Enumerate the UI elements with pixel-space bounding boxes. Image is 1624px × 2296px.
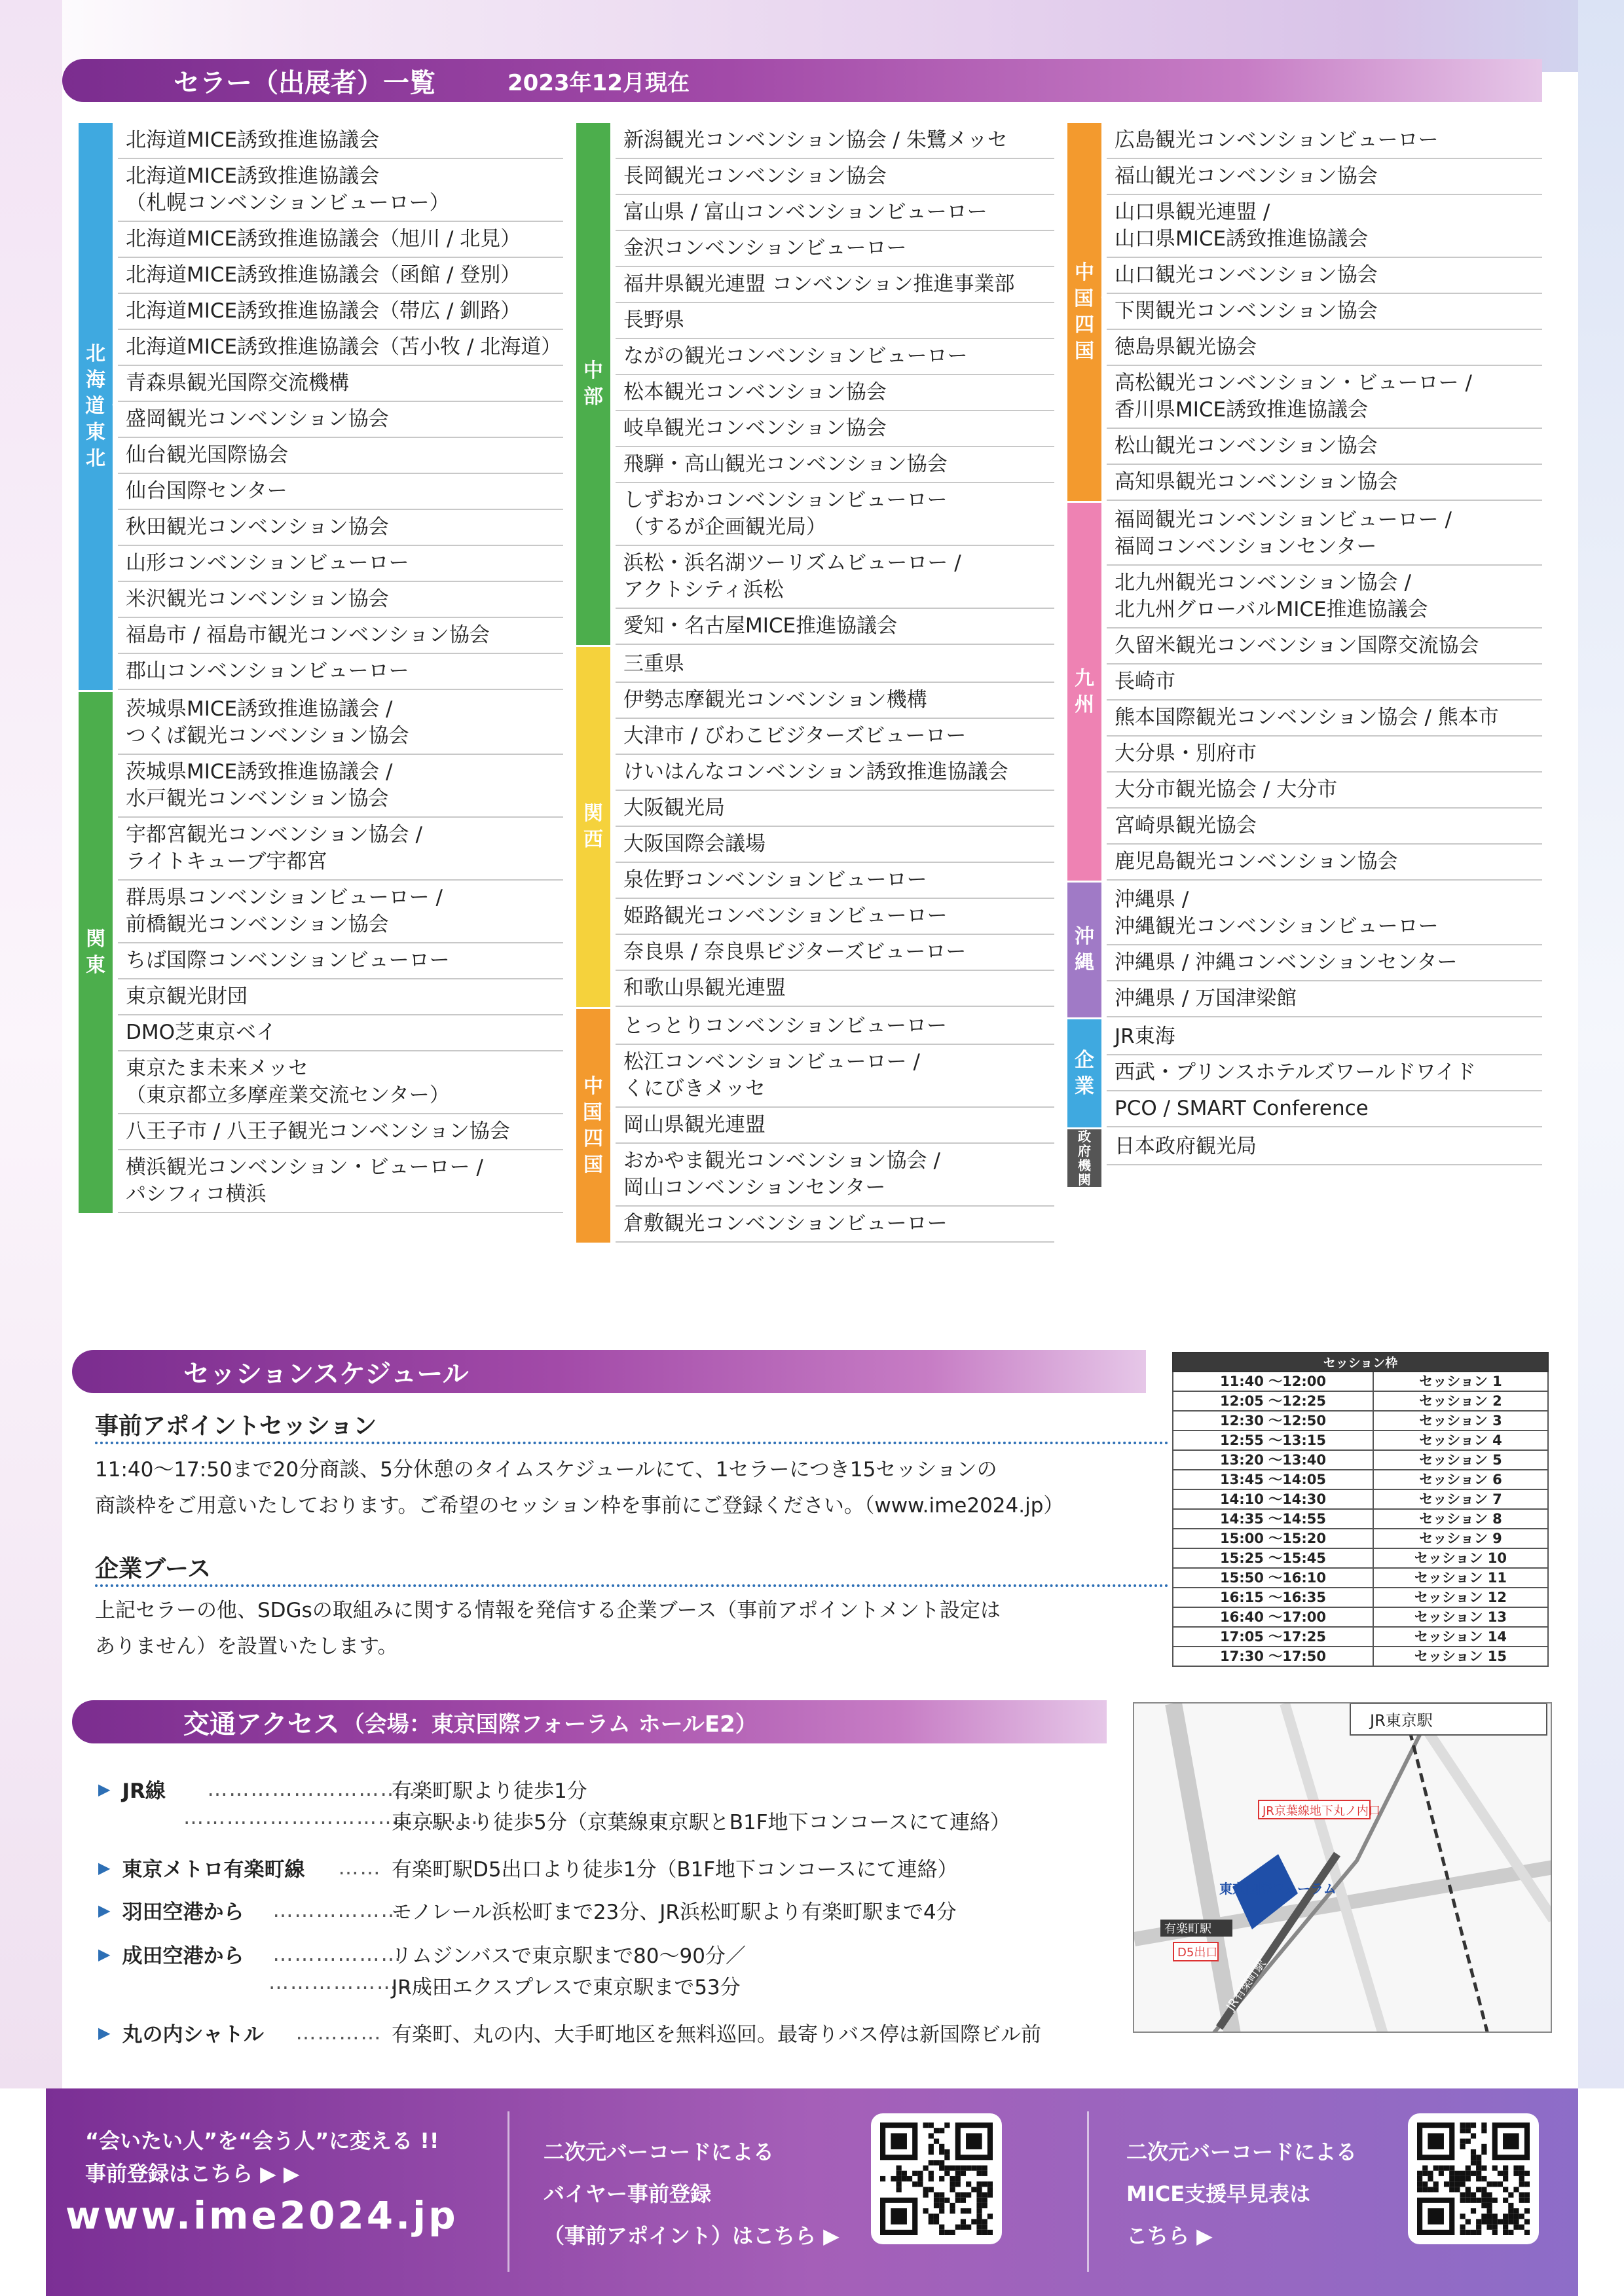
seller-item: 宇都宮観光コンベンション協会 / ライトキューブ宇都宮 [118,818,563,881]
seller-item: 仙台観光国際協会 [118,438,563,474]
access-metro-row [98,1853,381,1882]
appt-title: 事前アポイントセッション [95,1413,377,1440]
map-exit-label: JR京葉線地下丸ノ内口 [1263,1804,1380,1818]
session-row [1173,1647,1548,1666]
seller-item: 西武・プリンスホテルズワールドワイド [1107,1055,1542,1091]
seller-item: 岡山県観光連盟 [616,1108,1054,1144]
access-narita-1: リムジンバスで東京駅まで80～90分／ [392,1944,746,1968]
access-jr-2: 東京駅より徒歩5分（京葉線東京駅とB1F地下コンコースにて連絡） [392,1811,1010,1834]
region-group [1067,1017,1542,1127]
seller-item: 徳島県観光協会 [1107,330,1542,366]
access-narita-row [98,1939,402,1969]
region-label [79,692,113,1213]
seller-item: 郡山コンベンションビューロー [118,654,563,690]
footer-divider [507,2111,509,2272]
seller-item: 山形コンベンションビューロー [118,546,563,582]
seller-item: 伊勢志摩観光コンベンション機構 [616,683,1054,719]
session-name: セッション 7 [1373,1489,1548,1509]
booth-text-2: ありません）を設置いたします。 [95,1635,398,1658]
region-label-text: 企業 [1075,1048,1094,1098]
session-time: 13:45 ～14:05 [1173,1470,1373,1489]
seller-item: 飛騨・高山観光コンベンション協会 [616,447,1054,483]
divider [95,1442,1169,1444]
left-decoration [0,0,62,2088]
seller-item: 岐阜観光コンベンション協会 [616,411,1054,447]
region-label [1067,503,1101,881]
session-row [1173,1470,1548,1489]
seller-item: 広島観光コンベンションビューロー [1107,123,1542,159]
seller-item: 愛知・名古屋MICE推進協議会 [616,609,1054,645]
sellers-column-3 [1067,121,1542,1187]
seller-item: 北海道MICE誘致推進協議会（苫小牧 / 北海道） [118,330,563,366]
region-label-text: 関東 [86,928,105,977]
seller-item: 松山観光コンベンション協会 [1107,429,1542,465]
seller-item: 盛岡観光コンベンション協会 [118,402,563,438]
map-graphic [1134,1704,1552,2033]
seller-item: けいはんなコンベンション誘致推進協議会 [616,755,1054,791]
region-group [1067,501,1542,881]
play-icon: ▶ [98,2023,111,2042]
seller-item: 大阪観光局 [616,791,1054,827]
seller-item: 東京観光財団 [118,979,563,1015]
seller-item: おかやま観光コンベンション協会 / 岡山コンベンションセンター [616,1144,1054,1207]
seller-item: 松江コンベンションビューロー / くにびきメッセ [616,1045,1054,1108]
seller-item: 福島市 / 福島市観光コンベンション協会 [118,618,563,654]
leader-dots: ………… [295,2020,382,2045]
access-haneda-label: 羽田空港から [122,1901,244,1924]
session-time: 15:25 ～15:45 [1173,1548,1373,1568]
footer-register-cta[interactable]: 事前登録はこちら ▶ ▶ [85,2161,300,2186]
seller-item: 東京たま未来メッセ （東京都立多摩産業交流センター） [118,1051,563,1114]
buyer-qr-code[interactable] [871,2113,1002,2244]
session-time: 12:30 ～12:50 [1173,1411,1373,1430]
footer-buyer-text [544,2131,840,2257]
region-group [576,645,1054,1007]
seller-item: 山口県観光連盟 / 山口県MICE誘致推進協議会 [1107,195,1542,258]
region-label [1067,883,1101,1017]
session-row [1173,1548,1548,1568]
seller-item: 秋田観光コンベンション協会 [118,510,563,546]
qr-code-icon [1417,2123,1530,2235]
seller-item: 福山観光コンベンション協会 [1107,159,1542,195]
leader-dots: ………………………… [207,1777,424,1801]
sellers-date: 2023年12月現在 [507,69,690,96]
footer-mice-line-3[interactable]: こちら ▶ [1126,2223,1213,2248]
footer-mice-line-1: 二次元バーコードによる [1126,2140,1357,2164]
seller-item: 北海道MICE誘致推進協議会 （札幌コンベンションビューロー） [118,159,563,222]
seller-item: 大分県・別府市 [1107,737,1542,773]
region-label-text: 政府機関 [1078,1129,1091,1188]
seller-item: しずおかコンベンションビューロー （するが企画観光局） [616,483,1054,546]
leader-dots: ……………… [272,1942,403,1966]
seller-item: 金沢コンベンションビューロー [616,231,1054,267]
region-group [1067,1127,1542,1187]
seller-item: 山口観光コンベンション協会 [1107,258,1542,294]
appt-text-1: 11:40～17:50まで20分商談、5分休憩のタイムスケジュールにて、1セラーにつき15セッションの [95,1458,997,1482]
session-name: セッション 3 [1373,1411,1548,1430]
region-label [1067,123,1113,501]
session-name: セッション 11 [1373,1568,1548,1588]
access-shuttle-1: 有楽町、丸の内、大手町地区を無料巡回。最寄りバス停は新国際ビル前 [392,2023,1041,2047]
session-time: 15:50 ～16:10 [1173,1568,1373,1588]
session-name: セッション 5 [1373,1450,1548,1470]
seller-item: 鹿児島観光コンベンション協会 [1107,845,1542,881]
seller-item: 新潟観光コンベンション協会 / 朱鷺メッセ [616,123,1054,159]
footer-buyer-line-1: 二次元バーコードによる [544,2140,775,2164]
region-label [1067,1019,1101,1127]
region-group [576,1007,1054,1243]
seller-item: 茨城県MICE誘致推進協議会 / つくば観光コンベンション協会 [118,692,563,755]
seller-item: 姫路観光コンベンションビューロー [616,899,1054,935]
session-time: 12:55 ～13:15 [1173,1430,1373,1450]
qr-code-icon [880,2123,993,2235]
region-label [1067,1129,1101,1187]
session-row [1173,1391,1548,1411]
sellers-header [62,59,1542,102]
seller-item: 群馬県コンベンションビューロー / 前橋観光コンベンション協会 [118,881,563,943]
seller-item: 下関観光コンベンション協会 [1107,294,1542,330]
seller-item: 北海道MICE誘致推進協議会 [118,123,563,159]
session-row [1173,1509,1548,1529]
session-name: セッション 14 [1373,1627,1548,1647]
seller-item: 泉佐野コンベンションビューロー [616,863,1054,899]
session-time: 16:15 ～16:35 [1173,1588,1373,1607]
region-group [576,121,1054,645]
session-time: 12:05 ～12:25 [1173,1391,1373,1411]
footer-url-link[interactable]: www.ime2024.jp [65,2193,458,2238]
seller-item: 北九州観光コンベンション協会 / 北九州グローバルMICE推進協議会 [1107,566,1542,629]
leader-dots: ……………… [272,1898,403,1922]
session-header [72,1350,1146,1393]
region-group [79,121,563,690]
region-label [576,1009,622,1243]
sellers-title: セラー（出展者）一覧 [174,67,435,98]
region-group [1067,881,1542,1017]
seller-item: 大阪国際会議場 [616,827,1054,863]
seller-item: 浜松・浜名湖ツーリズムビューロー / アクトシティ浜松 [616,546,1054,609]
map-station-label: JR東京駅 [1370,1711,1433,1730]
seller-item: 日本政府観光局 [1107,1129,1542,1165]
session-time: 14:35 ～14:55 [1173,1509,1373,1529]
session-row [1173,1430,1548,1450]
leader-dots: …… [338,1855,382,1880]
access-map [1133,1702,1552,2033]
session-row [1173,1372,1548,1391]
session-name: セッション 6 [1373,1470,1548,1489]
seller-item: ながの観光コンベンションビューロー [616,339,1054,375]
access-title: 交通アクセス [183,1709,340,1740]
access-jr-label: JR線 [122,1779,166,1803]
leader-dots: …………………………………… [183,1806,486,1829]
seller-item: 大分市観光協会 / 大分市 [1107,773,1542,809]
seller-item: 福岡観光コンベンションビューロー / 福岡コンベンションセンター [1107,503,1542,566]
region-group [1067,121,1542,501]
seller-item: 和歌山県観光連盟 [616,971,1054,1007]
play-icon: ▶ [98,1901,111,1920]
session-time: 17:05 ～17:25 [1173,1627,1373,1647]
session-row [1173,1607,1548,1627]
map-d5-label: D5出口 [1177,1946,1218,1959]
seller-item: 米沢観光コンベンション協会 [118,582,563,618]
access-venue: （会場：東京国際フォーラム ホールE2） [342,1711,758,1738]
seller-item: 北海道MICE誘致推進協議会（帯広 / 釧路） [118,294,563,330]
sellers-column-1 [79,121,563,1213]
access-jr-1: 有楽町駅より徒歩1分 [392,1779,587,1803]
session-name: セッション 9 [1373,1529,1548,1548]
seller-item: 大津市 / びわこビジターズビューロー [616,719,1054,755]
seller-item: 久留米観光コンベンション国際交流協会 [1107,629,1542,665]
seller-item: 沖縄県 / 万国津梁館 [1107,981,1542,1017]
seller-item: とっとりコンベンションビューロー [616,1009,1054,1045]
access-haneda-1: モノレール浜松町まで23分、JR浜松町駅より有楽町駅まで4分 [392,1901,957,1924]
session-row [1173,1529,1548,1548]
region-label-text: 中国・四国 [583,1074,622,1176]
session-name: セッション 12 [1373,1588,1548,1607]
seller-item: ちば国際コンベンションビューロー [118,943,563,979]
seller-item: 北海道MICE誘致推進協議会（旭川 / 北見） [118,222,563,258]
seller-item: 八王子市 / 八王子観光コンベンション協会 [118,1114,563,1150]
seller-item: 長野県 [616,303,1054,339]
access-jr-row [98,1774,423,1804]
seller-item: DMO芝東京ベイ [118,1015,563,1051]
footer-tagline: “会いたい人”を“会う人”に変える !! [85,2128,439,2153]
seller-item: 福井県観光連盟 コンベンション推進事業部 [616,267,1054,303]
seller-item: 三重県 [616,647,1054,683]
divider [95,1584,1169,1587]
access-narita-label: 成田空港から [122,1944,244,1968]
play-icon: ▶ [98,1944,111,1963]
session-time: 14:10 ～14:30 [1173,1489,1373,1509]
access-metro-1: 有楽町駅D5出口より徒歩1分（B1F地下コンコースにて連絡） [392,1858,958,1882]
access-shuttle-label: 丸の内シャトル [122,2023,264,2047]
seller-item: 沖縄県 / 沖縄観光コンベンションビューロー [1107,883,1542,945]
footer-buyer-line-3[interactable]: （事前アポイント）はこちら ▶ [544,2223,840,2248]
right-decoration [1578,0,1624,2088]
seller-item: 長崎市 [1107,665,1542,701]
access-haneda-row [98,1895,402,1925]
map-yurakucho-label: 有楽町駅 [1164,1922,1211,1936]
session-time: 11:40 ～12:00 [1173,1372,1373,1391]
seller-item: 沖縄県 / 沖縄コンベンションセンター [1107,945,1542,981]
session-table [1172,1352,1549,1667]
seller-item: PCO / SMART Conference [1107,1091,1542,1127]
footer-divider [1087,2111,1089,2272]
session-title: セッションスケジュール [183,1358,469,1389]
region-label [79,123,124,690]
session-time: 17:30 ～17:50 [1173,1647,1373,1666]
booth-title: 企業ブース [95,1556,212,1582]
mice-qr-code[interactable] [1408,2113,1539,2244]
session-time: 15:00 ～15:20 [1173,1529,1373,1548]
seller-item: 青森県観光国際交流機構 [118,366,563,402]
session-row [1173,1450,1548,1470]
session-row [1173,1627,1548,1647]
seller-item: 茨城県MICE誘致推進協議会 / 水戸観光コンベンション協会 [118,755,563,818]
session-name: セッション 8 [1373,1509,1548,1529]
session-row [1173,1411,1548,1430]
session-name: セッション 10 [1373,1548,1548,1568]
session-time: 16:40 ～17:00 [1173,1607,1373,1627]
session-row [1173,1588,1548,1607]
session-row [1173,1489,1548,1509]
footer-buyer-line-2: バイヤー事前登録 [544,2181,712,2206]
region-label [576,647,610,1007]
seller-item: 高知県観光コンベンション協会 [1107,465,1542,501]
region-label-text: 中国・四国 [1074,261,1113,363]
seller-item: 北海道MICE誘致推進協議会（函館 / 登別） [118,258,563,294]
region-label [576,123,610,645]
seller-item: 奈良県 / 奈良県ビジターズビューロー [616,935,1054,971]
seller-item: 熊本国際観光コンベンション協会 / 熊本市 [1107,701,1542,737]
session-name: セッション 15 [1373,1647,1548,1666]
play-icon: ▶ [98,1858,111,1877]
session-name: セッション 13 [1373,1607,1548,1627]
region-label-text: 沖縄 [1075,925,1094,974]
map-forum-label: 東京国際フォーラム [1219,1881,1337,1897]
access-metro-label: 東京メトロ有楽町線 [122,1858,305,1882]
region-label-text: 北海道・東北 [85,342,124,470]
seller-item: 宮崎県観光協会 [1107,809,1542,845]
footer-mice-text [1126,2131,1357,2257]
seller-item: 長岡観光コンベンション協会 [616,159,1054,195]
sellers-column-2 [576,121,1054,1243]
region-label-text: 関西 [583,802,603,851]
leader-dots: …………………… [268,1971,441,1994]
session-table-header: セッション枠 [1173,1353,1548,1372]
seller-item: 高松観光コンベンション・ビューロー / 香川県MICE誘致推進協議会 [1107,366,1542,429]
map-jr-yurakucho-label: JR有楽町駅 [1223,1957,1269,2013]
region-group [79,690,563,1213]
seller-item: 松本観光コンベンション協会 [616,375,1054,411]
access-shuttle-row [98,2018,382,2047]
play-icon: ▶ [98,1779,111,1798]
appt-text-2: 商談枠をご用意いたしております。ご希望のセッション枠を事前にご登録ください。（www.ime2024.jp） [95,1494,1064,1518]
seller-item: 横浜観光コンベンション・ビューロー / パシフィコ横浜 [118,1150,563,1213]
booth-text-1: 上記セラーの他、SDGsの取組みに関する情報を発信する企業ブース（事前アポイントメント設定は [95,1599,1001,1622]
access-narita-2: JR成田エクスプレスで東京駅まで53分 [392,1976,741,1999]
seller-item: 倉敷観光コンベンションビューロー [616,1207,1054,1243]
region-label-text: 九州 [1075,666,1094,716]
session-name: セッション 4 [1373,1430,1548,1450]
seller-item: 仙台国際センター [118,474,563,510]
seller-item: JR東海 [1107,1019,1542,1055]
session-name: セッション 2 [1373,1391,1548,1411]
footer-mice-line-2: MICE支援早見表は [1126,2181,1311,2206]
session-row [1173,1568,1548,1588]
session-time: 13:20 ～13:40 [1173,1450,1373,1470]
seller-item: 富山県 / 富山コンベンションビューロー [616,195,1054,231]
region-label-text: 中部 [583,359,603,409]
session-name: セッション 1 [1373,1372,1548,1391]
access-header [72,1700,1107,1743]
